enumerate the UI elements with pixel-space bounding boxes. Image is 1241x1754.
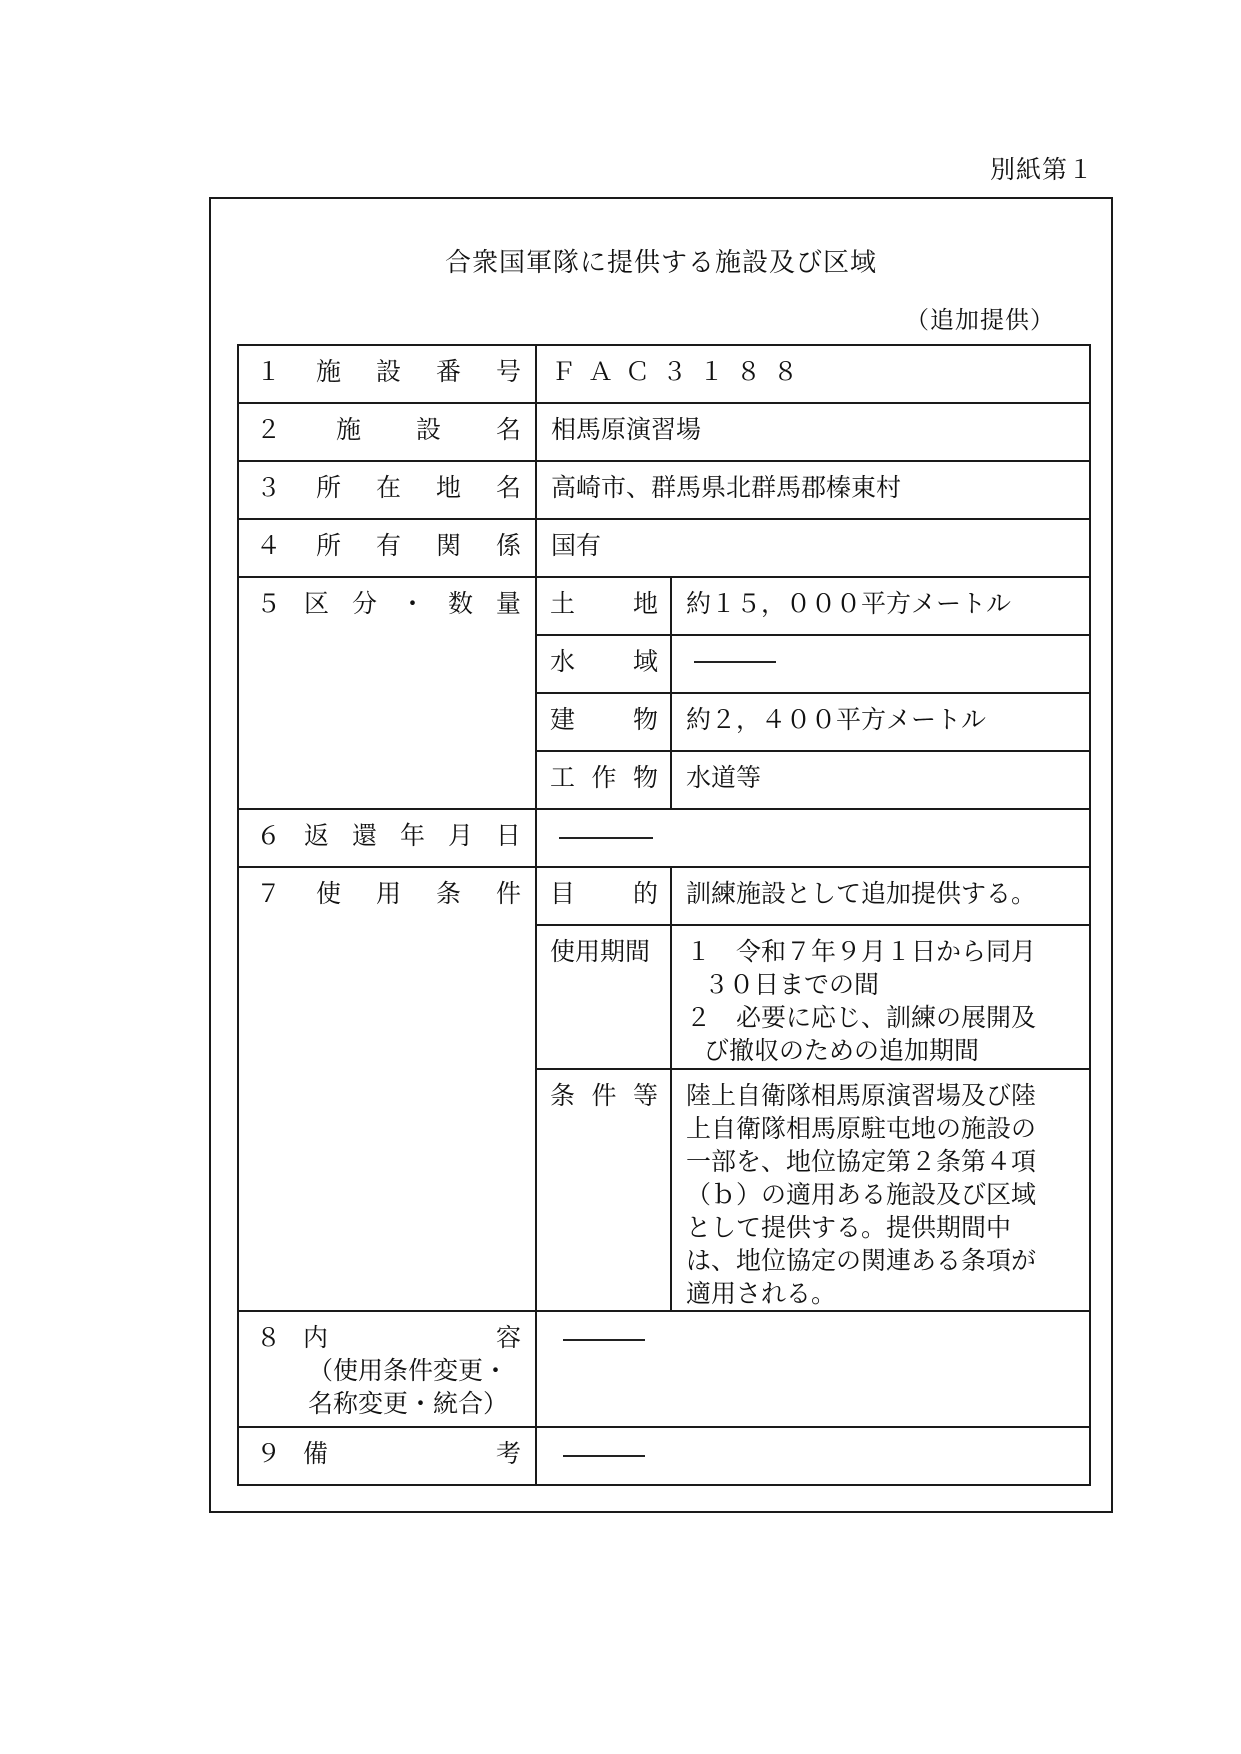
label-facility-name: ２ 施 設 名 [238, 403, 536, 461]
period-item-2-cont: び撤収のための追加期間 [704, 1036, 980, 1065]
conditions-line: 上自衛隊相馬原駐屯地の施設の [686, 1114, 1037, 1143]
conditions-line: 陸上自衛隊相馬原演習場及び陸 [686, 1081, 1037, 1110]
empty-dash [559, 837, 653, 839]
document-subtitle: （追加提供） [905, 306, 1055, 334]
table-row [238, 519, 1090, 577]
table-row [238, 461, 1090, 519]
sublabel-period: 使用期間 [536, 925, 671, 1069]
table-row [238, 345, 1090, 403]
table-row [238, 1311, 1090, 1427]
sublabel-building: 建 物 [536, 693, 671, 751]
label-facility-number: １ 施 設 番 号 [238, 345, 536, 403]
facility-table [237, 344, 1091, 1486]
period-item-1-cont: ３０日までの間 [704, 970, 880, 999]
label-content: ８ 内 容 （使用条件変更・ 名称変更・統合） [238, 1311, 536, 1427]
period-item-2: ２ 必要に応じ、訓練の展開及 [686, 1003, 1037, 1032]
label-category-quantity: ５ 区 分 ・ 数 量 [238, 577, 536, 809]
value-building: 約２，４００平方メートル [671, 693, 1090, 751]
sublabel-conditions: 条 件 等 [536, 1069, 671, 1311]
conditions-line: として提供する。提供期間中 [686, 1213, 1012, 1242]
label-location: ３ 所 在 地 名 [238, 461, 536, 519]
label-usage-conditions: ７ 使 用 条 件 [238, 867, 536, 1311]
value-structure: 水道等 [671, 751, 1090, 809]
value-purpose: 訓練施設として追加提供する。 [671, 867, 1090, 925]
value-location: 高崎市、群馬県北群馬郡榛東村 [536, 461, 1090, 519]
document-frame [209, 197, 1113, 1513]
conditions-line: （ｂ）の適用ある施設及び区域 [686, 1180, 1037, 1209]
table-row [238, 867, 1090, 925]
period-item-1: １ 令和７年９月１日から同月 [686, 937, 1037, 966]
label-content-line3: 名称変更・統合） [308, 1389, 509, 1418]
empty-dash [563, 1339, 645, 1341]
table-row [238, 1427, 1090, 1485]
label-content-line2: （使用条件変更・ [308, 1356, 509, 1385]
label-remarks: ９ 備 考 [238, 1427, 536, 1485]
conditions-line: は、地位協定の関連ある条項が [686, 1246, 1037, 1275]
value-remarks [536, 1427, 1090, 1485]
sublabel-water: 水 域 [536, 635, 671, 693]
conditions-line: 適用される。 [686, 1279, 837, 1308]
label-ownership: ４ 所 有 関 係 [238, 519, 536, 577]
table-row [238, 403, 1090, 461]
annex-label: 別紙第１ [990, 155, 1095, 184]
value-land: 約１５，０００平方メートル [671, 577, 1090, 635]
document-title: 合衆国軍隊に提供する施設及び区域 [444, 248, 877, 278]
sublabel-land: 土 地 [536, 577, 671, 635]
value-return-date [536, 809, 1090, 867]
conditions-line: 一部を、地位協定第２条第４項 [686, 1147, 1037, 1176]
empty-dash [563, 1455, 645, 1457]
label-return-date: ６ 返 還 年 月 日 [238, 809, 536, 867]
value-facility-number: ＦＡＣ３１８８ [536, 345, 1090, 403]
value-period [671, 925, 1090, 1069]
empty-dash [694, 661, 776, 663]
value-ownership: 国有 [536, 519, 1090, 577]
table-row [238, 577, 1090, 635]
value-facility-name: 相馬原演習場 [536, 403, 1090, 461]
sublabel-structure: 工 作 物 [536, 751, 671, 809]
value-water [671, 635, 1090, 693]
sublabel-purpose: 目 的 [536, 867, 671, 925]
table-row [238, 809, 1090, 867]
value-content [536, 1311, 1090, 1427]
value-conditions [671, 1069, 1090, 1311]
